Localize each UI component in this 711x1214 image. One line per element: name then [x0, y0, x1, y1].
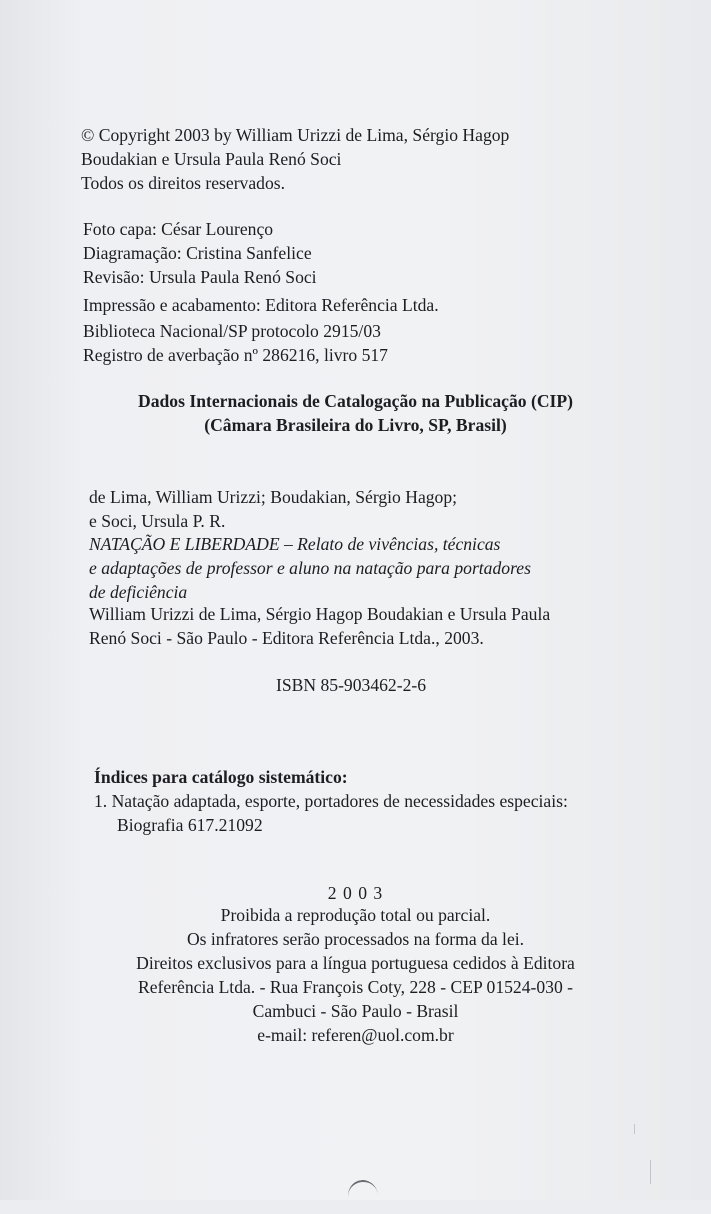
publication-year: 2 0 0 3: [327, 883, 384, 903]
indices-item-1-continued: Biografia 617.21092: [117, 815, 263, 835]
isbn: ISBN 85-903462-2-6: [276, 675, 427, 695]
publisher-address-1: Referência Ltda. - Rua François Coty, 228 - CEP 01524-030 -: [137, 977, 574, 997]
copyright-line-1: © Copyright 2003 by William Urizzi de Lima, Sérgio Hagop: [81, 125, 510, 145]
cip-title: Dados Internacionais de Catalogação na Publicação (CIP): [138, 391, 573, 411]
catalog-title-3: de deficiência: [89, 582, 188, 602]
page-edge-mark: [634, 1124, 635, 1134]
catalog-title-2: e adaptações de professor e aluno na natação para portadores: [89, 558, 531, 578]
copyright-line-2: Boudakian e Ursula Paula Renó Soci: [81, 149, 342, 169]
publisher-address-2: Cambuci - São Paulo - Brasil: [252, 1001, 459, 1021]
cip-subtitle: (Câmara Brasileira do Livro, SP, Brasil): [204, 415, 507, 435]
catalog-title-1: NATAÇÃO E LIBERDADE – Relato de vivências, técnicas: [89, 534, 501, 554]
catalog-authors-1: de Lima, William Urizzi; Boudakian, Sérgio Hagop;: [89, 487, 458, 507]
page-edge-mark: [650, 1160, 651, 1184]
reproduction-notice: Proibida a reprodução total ou parcial.: [220, 905, 491, 925]
cropped-glyph-mark: [346, 1178, 380, 1214]
rights-reserved: Todos os direitos reservados.: [81, 173, 285, 193]
cover-photo-credit: Foto capa: César Lourenço: [83, 219, 274, 239]
printing-credit: Impressão e acabamento: Editora Referência Ltda.: [83, 295, 439, 315]
indices-heading: Índices para catálogo sistemático:: [94, 767, 348, 787]
layout-credit: Diagramação: Cristina Sanfelice: [83, 243, 312, 263]
catalog-responsibility-1: William Urizzi de Lima, Sérgio Hagop Boudakian e Ursula Paula: [89, 604, 551, 624]
exclusive-rights: Direitos exclusivos para a língua portuguesa cedidos à Editora: [136, 953, 575, 973]
indices-item-1: 1. Natação adaptada, esporte, portadores de necessidades especiais:: [94, 791, 568, 811]
library-protocol: Biblioteca Nacional/SP protocolo 2915/03: [83, 321, 381, 341]
revision-credit: Revisão: Ursula Paula Renó Soci: [83, 267, 317, 287]
registration-number: Registro de averbação nº 286216, livro 517: [83, 345, 388, 365]
publisher-email: e-mail: referen@uol.com.br: [257, 1025, 454, 1045]
catalog-authors-2: e Soci, Ursula P. R.: [89, 511, 226, 531]
catalog-responsibility-2: Renó Soci - São Paulo - Editora Referência Ltda., 2003.: [89, 628, 484, 648]
legal-notice: Os infratores serão processados na forma da lei.: [186, 929, 525, 949]
